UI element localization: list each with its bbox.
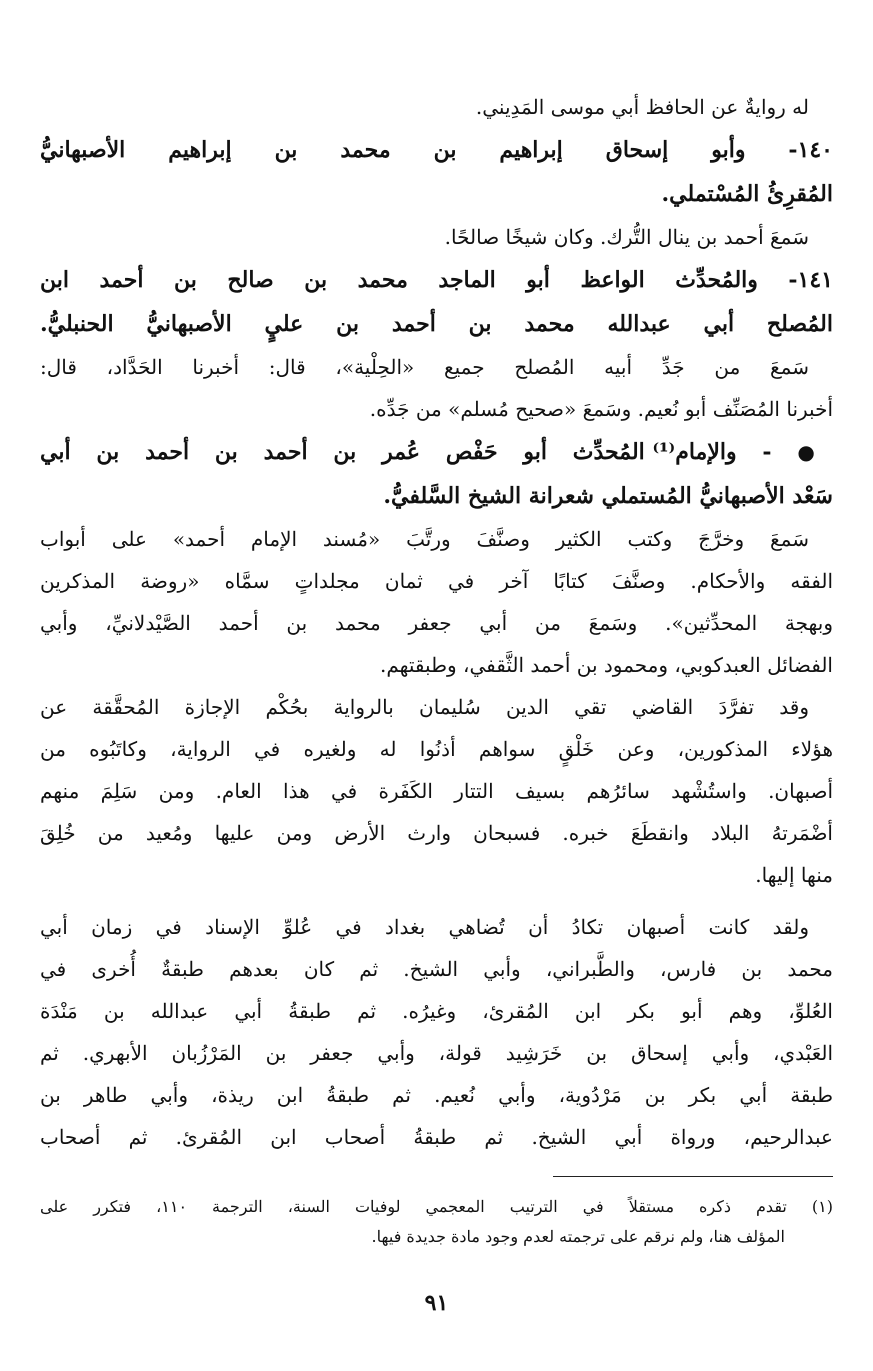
text-line: هؤلاء المذكورين، وعن خَلْقٍ سواهم أذنُوا له ولغيره في الرواية، وكاتَبُوه من bbox=[40, 737, 833, 761]
text-line: سَمعَ وخرَّجَ وكتب الكثير وصنَّفَ ورتَّبَ «مُسند الإمام أحمد» على أبواب bbox=[40, 527, 809, 551]
text-line: ولقد كانت أصبهان تكادُ أن تُضاهي بغداد في عُلوِّ الإسناد في زمان أبي bbox=[40, 915, 809, 939]
text-line: أصبهان. واستُشْهد سائرُهم بسيف التتار الكَفَرة في هذا العام. ومن سَلِمَ منهم bbox=[40, 779, 833, 803]
page-number: ٩١ bbox=[424, 1290, 449, 1316]
text-line: الفقه والأحكام. وصنَّفَ كتابًا آخر في ثمان مجلداتٍ سمَّاه «روضة المذكرين bbox=[40, 569, 833, 593]
body-text bbox=[40, 86, 833, 1158]
entry-heading-140: ١٤٠- وأبو إسحاق إبراهيم بن محمد بن إبراهيم الأصبهانيُّ bbox=[40, 137, 833, 163]
text-line: وقد تفرَّدَ القاضي تقي الدين سُليمان بالرواية بحُكْم الإجازة المُحقَّقة عن bbox=[40, 695, 809, 719]
footnote-line: المؤلف هنا، ولم نرقم على ترجمته لعدم وجود مادة جديدة فيها. bbox=[371, 1227, 785, 1246]
text-line: له روايةٌ عن الحافظ أبي موسى المَدِيني. bbox=[475, 95, 809, 119]
bullet-icon: ● bbox=[797, 440, 834, 464]
text-line: سَمعَ أحمد بن ينال التُّرك. وكان شيخًا صالحًا. bbox=[444, 225, 809, 249]
text-line: أخبرنا المُصَنِّف أبو نُعيم. وسَمعَ «صحيح مُسلم» من جَدِّه. bbox=[369, 397, 833, 421]
text-line: سَمعَ من جَدِّ أبيه المُصلح جميع «الحِلْية»، قال: أخبرنا الحَدَّاد، قال: bbox=[40, 355, 809, 379]
text-line: منها إليها. bbox=[755, 863, 833, 887]
text-line: الفضائل العبدكوبي، ومحمود بن أحمد الثَّقفي، وطبقتهم. bbox=[380, 653, 833, 677]
entry-heading-umar: ● - والإمام⁽¹⁾ المُحدِّث أبو حَفْص عُمر بن أحمد بن أحمد بن أبي bbox=[40, 439, 834, 465]
text-line: وبهجة المحدِّثين». وسَمعَ من أبي جعفر محمد بن أحمد الصَّيْدلانيِّ، وأبي bbox=[40, 611, 833, 635]
entry-heading-141: ١٤١- والمُحدِّث الواعظ أبو الماجد محمد بن صالح بن أحمد ابن bbox=[40, 267, 833, 293]
text-line: طبقة أبي بكر بن مَرْدُوية، وأبي نُعيم. ثم طبقةُ ابن ريذة، وأبي طاهر بن bbox=[40, 1083, 833, 1107]
text-line: أضْمَرتهُ البلاد وانقطَعَ خبره. فسبحان وارث الأرض ومن عليها ومُعيد من خُلِقَ bbox=[40, 821, 833, 845]
entry-heading-umar-cont: سَعْد الأصبهانيُّ المُستملي شعرانة الشيخ السَّلفيُّ. bbox=[383, 483, 833, 509]
text-line: عبدالرحيم، ورواة أبي الشيخ. ثم طبقةُ أصحاب ابن المُقرئ. ثم أصحاب bbox=[40, 1125, 833, 1149]
text-line: العَبْدي، وأبي إسحاق بن خَرَشِيد قولة، وأبي جعفر بن المَرْزُبان الأبهري. ثم bbox=[40, 1041, 833, 1065]
footnote-line: (١) تقدم ذكره مستقلاً في الترتيب المعجمي لوفيات السنة، الترجمة ١١٠، فتكرر على bbox=[40, 1197, 833, 1216]
text-line: محمد بن فارس، والطَّبراني، وأبي الشيخ. ثم كان بعدهم طبقةٌ أُخرى في bbox=[40, 957, 833, 981]
entry-heading-141-cont: المُصلح أبي عبدالله محمد بن أحمد بن عليٍ الأصبهانيُّ الحنبليُّ. bbox=[40, 311, 833, 337]
footnotes bbox=[40, 1192, 833, 1252]
footnote-divider bbox=[553, 1176, 833, 1177]
entry-heading-140-cont: المُقرِئُ المُسْتملي. bbox=[661, 181, 833, 207]
text-line: العُلوِّ، وهم أبو بكر ابن المُقرئ، وغيرُه. ثم طبقةُ أبي عبدالله بن مَنْدَة bbox=[40, 999, 833, 1023]
